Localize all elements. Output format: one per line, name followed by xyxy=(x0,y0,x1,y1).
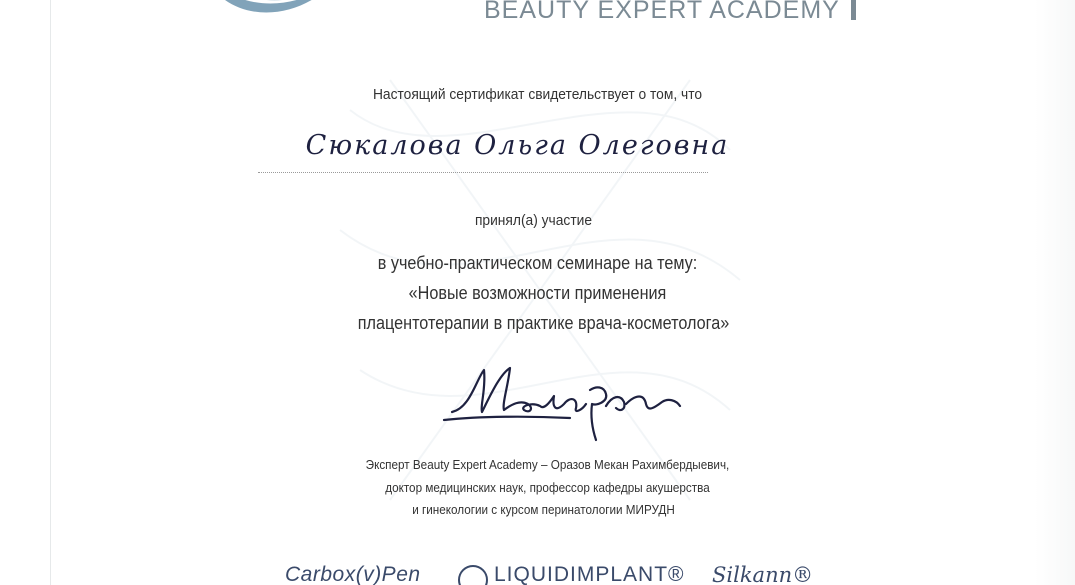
carbox-pen-logo: Carbox(v)Pen xyxy=(285,563,421,585)
expert-line-2: доктор медицинских наук, профессор кафедры акушерства xyxy=(385,480,710,495)
liquidimplant-logo: LIQUIDIMPLANT® xyxy=(494,563,685,585)
expert-line-3: и гинекологии с курсом перинатологии МИРУДН xyxy=(412,502,675,517)
recipient-name: Сюкалова Ольга Олеговна xyxy=(305,130,730,161)
seminar-topic-line-2: плацентотерапии в практике врача-косметолога» xyxy=(357,313,730,333)
seminar-intro: в учебно-практическом семинаре на тему: xyxy=(377,253,698,273)
participation-text: принял(а) участие xyxy=(474,212,593,229)
certificate-intro: Настоящий сертификат свидетельствует о том, что xyxy=(372,86,703,103)
silkann-logo: Silkann® xyxy=(712,563,814,585)
academy-title-bar xyxy=(851,0,856,20)
expert-signature xyxy=(440,360,700,450)
academy-title: BEAUTY EXPERT ACADEMY xyxy=(484,0,840,24)
expert-line-1: Эксперт Beauty Expert Academy – Оразов Мекан Рахимбердыевич, xyxy=(365,457,730,472)
paper-right-shadow xyxy=(1035,0,1075,585)
recipient-underline xyxy=(258,172,708,173)
liquidimplant-logo-icon xyxy=(458,565,488,585)
academy-logo-swoosh xyxy=(210,0,330,16)
seminar-topic-line-1: «Новые возможности применения xyxy=(408,283,667,303)
